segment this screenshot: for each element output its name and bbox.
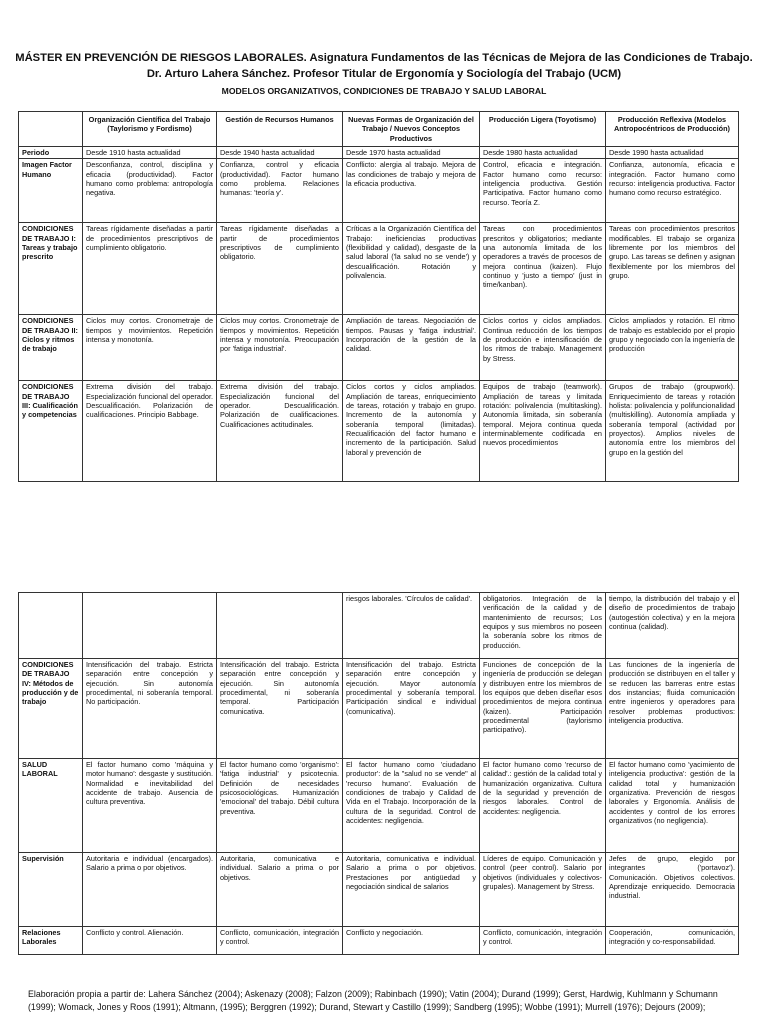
table-cell xyxy=(83,593,217,659)
table-cell: Críticas a la Organización Científica del Trabajo: ineficiencias productivas (flexibilidad y calidad), desgaste de la salud laboral ('la salud no se vende') y descualificación. Rotación y polivalencia. xyxy=(343,223,480,315)
row-label xyxy=(19,381,83,482)
table-cell xyxy=(343,381,480,482)
table-cell xyxy=(480,381,606,482)
column-header: Producción Ligera (Toyotismo) xyxy=(480,112,606,147)
table-cell: El factor humano como 'máquina y motor humano': desgaste y sustitución. Normalidad e inevitabilidad del accidente de trabajo. Ausencia de cultura preventiva. xyxy=(83,759,217,853)
table-cell: riesgos laborales. 'Círculos de calidad'. xyxy=(343,593,480,659)
table-cell: El factor humano como 'recurso de calidad'.: gestión de la calidad total y humanización organizativa. Cultura de la seguridad y prevención de riesgos laborales. Control de accidentes: negligencia. xyxy=(480,759,606,853)
table-cell: El factor humano como 'organismo': 'fatiga industrial' y psicotecnia. Definición de necesidades psicosociológicas. Humanización 'emocional' del trabajo. Débil cultura preventiva. xyxy=(217,759,343,853)
row-label: SALUD LABORAL xyxy=(19,759,83,853)
table-row xyxy=(19,593,739,659)
table-cell: Desconfianza, control, disciplina y eficacia (productividad). Factor humano como problema: antropología negativa. xyxy=(83,159,217,223)
table-row xyxy=(19,759,739,853)
table-row xyxy=(19,659,739,759)
column-header: Organización Científica del Trabajo (Taylorismo y Fordismo) xyxy=(83,112,217,147)
table-row xyxy=(19,146,739,158)
column-header xyxy=(19,112,83,147)
table-header-row xyxy=(19,112,739,147)
table-cell: Jefes de grupo, elegido por integrantes ('portavoz'). Comunicación. Objetivos colectivos. Aprendizaje enriquecido. Democracia industrial. xyxy=(606,853,739,927)
row-label: CONDICIONES DE TRABAJO I: Tareas y trabajo prescrito xyxy=(19,223,83,315)
column-header: Gestión de Recursos Humanos xyxy=(217,112,343,147)
row-label: Periodo xyxy=(19,146,83,158)
row-label xyxy=(19,593,83,659)
table-cell: Confianza, autonomía, eficacia e integración. Factor humano como recurso: inteligencia productiva. Factor humano como recurso estratégico. xyxy=(606,159,739,223)
table-cell: Conflicto y control. Alienación. xyxy=(83,927,217,955)
document-author: Dr. Arturo Lahera Sánchez. Profesor Titular de Ergonomía y Sociología del Trabajo (UCM) xyxy=(146,68,622,80)
table-cell: Tareas con procedimientos prescritos modificables. El trabajo se organiza libremente por los miembros del grupo. Las tareas se definen y asignan flexiblemente por los miembros del grupo. xyxy=(606,223,739,315)
table-cell: Conflicto y negociación. xyxy=(343,927,480,955)
table-cell: Desde 1910 hasta actualidad xyxy=(83,146,217,158)
table-row xyxy=(19,315,739,381)
table-cell: Confianza, control y eficacia (productividad). Factor humano como problema. Relaciones humanas: 'teoría y'. xyxy=(217,159,343,223)
table-cell: Ampliación de tareas. Negociación de tiempos. Pausas y 'fatiga industrial'. Incorporación de la gestión de la calidad. xyxy=(343,315,480,381)
table-cell: Conflicto, comunicación, integración y control. xyxy=(480,927,606,955)
table-cell: Las funciones de la ingeniería de producción se distribuyen en el taller y se reducen las barreras entre estas dos instancias; fluida comunicación entre ingenieros y operadores para resolver problemas productivos: inteligencia productiva. xyxy=(606,659,739,759)
table-cell: tiempo, la distribución del trabajo y el diseño de procedimientos de trabajo (autogestión colectiva) y en la mejora continua (calidad). xyxy=(606,593,739,659)
table-cell: El factor humano como 'ciudadano productor': de la "salud no se vende" al 'recurso humano'. Evaluación de condiciones de trabajo y Calidad de Vida en el Trabajo. Incorporación de la cultura de la seguridad. Control de accidentes: negligencia. xyxy=(343,759,480,853)
table-row xyxy=(19,927,739,955)
table-cell: Autoritaria, comunicativa e individual. Salario a prima o por objetivos. Prestaciones por antigüedad y negociación sindical de salarios xyxy=(343,853,480,927)
table-cell: Autoritaria e individual (encargados). Salario a prima o por objetivos. xyxy=(83,853,217,927)
table-cell: Ciclos cortos y ciclos ampliados. Continua reducción de los tiempos de producción e intensificación de los ritmos de trabajo. Management by Stress. xyxy=(480,315,606,381)
table-cell: Intensificación del trabajo. Estricta separación entre concepción y ejecución. Sin autonomía procedimental, ni soberanía temporal. No participación. xyxy=(83,659,217,759)
table-cell: obligatorios. Integración de la verificación de la calidad y de mantenimiento de recursos; Los equipos y sus miembros no poseen la soberanía sobre los ritmos de producción. xyxy=(480,593,606,659)
table-cell: El factor humano como 'yacimiento de inteligencia productiva': gestión de la calidad total y humanización organizativa. Prevención de riesgos laborales y Ergonomía. Análisis de accidentes y control de los errores organizativos (no negligencia). xyxy=(606,759,739,853)
row-label: Supervisión xyxy=(19,853,83,927)
table-cell: Funciones de concepción de la ingeniería de producción se delegan y distribuyen entre los miembros de los equipos que deben diseñar esos procedimientos de mejora continua (kaizen). Participación procedimental (taylorismo participativo). xyxy=(480,659,606,759)
row-label: Imagen Factor Humano xyxy=(19,159,83,223)
table-cell xyxy=(83,381,217,482)
table-cell: Tareas rígidamente diseñadas a partir de procedimientos prescriptivos de cumplimiento obligatorio. xyxy=(83,223,217,315)
table-cell: Conflicto, comunicación, integración y control. xyxy=(217,927,343,955)
references-footnote: Elaboración propia a partir de: Lahera Sánchez (2004); Askenazy (2008); Falzon (2009); Rabinbach (1990); Vatin (2004); Durand (1999); Gerst, Hardwig, Kuhlmann y Schumann (1999); Womack, Jones y Roos (1991); Altmann, (1995); Berggren (1992); Durand, Stewart y Castillo (1999); Sandberg (1995); Wobbe (1991); Murrell (1976); Dejours (2009); xyxy=(28,989,718,1013)
table-cell: Desde 1970 hasta actualidad xyxy=(343,146,480,158)
table-cell: Conflicto: alergia al trabajo. Mejora de las condiciones de trabajo y mejora de la eficacia productiva. xyxy=(343,159,480,223)
row-label: CONDICIONES DE TRABAJO II: Ciclos y ritmos de trabajo xyxy=(19,315,83,381)
document-title: MÁSTER EN PREVENCIÓN DE RIESGOS LABORALES. Asignatura Fundamentos de las Técnicas de Mejora de las Condiciones de Trabajo. xyxy=(15,52,753,64)
table-cell xyxy=(606,381,739,482)
table-row xyxy=(19,159,739,223)
cell-content: Ciclos cortos y ciclos ampliados. Ampliación de tareas, enriquecimiento de tareas, rotación y trabajo en grupo. Incremento de la autonomía y soberanía temporal (limitadas). Recualificación del factor humano e incremento de la participación. Salud laboral y prevención de xyxy=(346,382,476,457)
table-cell: Control, eficacia e integración. Factor humano como recurso: inteligencia productiva. Gestión Participativa. Factor humano como recurso. Teoría Z. xyxy=(480,159,606,223)
column-header: Nuevas Formas de Organización del Trabajo / Nuevos Conceptos Productivos xyxy=(343,112,480,147)
table-cell xyxy=(217,381,343,482)
table-cell: Líderes de equipo. Comunicación y control (peer control). Salario por objetivos (individuales y colectivos-grupales). Management by Stress. xyxy=(480,853,606,927)
table-row xyxy=(19,223,739,315)
table-cell: Desde 1980 hasta actualidad xyxy=(480,146,606,158)
table-cell: Ciclos muy cortos. Cronometraje de tiempos y movimientos. Repetición intensa y monotonía. xyxy=(83,315,217,381)
table-cell xyxy=(217,593,343,659)
table-cell: Tareas rígidamente diseñadas a partir de procedimientos prescriptivos de cumplimiento obligatorio. xyxy=(217,223,343,315)
table-row xyxy=(19,381,739,482)
models-table-page2 xyxy=(18,592,739,955)
table-cell: Intensificación del trabajo. Estricta separación entre concepción y ejecución. Mayor autonomía procedimental y soberanía temporal. Participación sindical e individual (comunicativa). xyxy=(343,659,480,759)
cell-content: CONDICIONES DE TRABAJO III: Cualificación y competencias xyxy=(22,382,78,420)
cell-content: Grupos de trabajo (groupwork). Enriquecimiento de tareas y rotación holista: polivalencia y polifuncionalidad (multiskilling). Autonomía ampliada y soberanía temporal (actividad por proyectos). Amplios niveles de autonomía entre los miembros del grupo en la gestión del xyxy=(609,382,735,457)
document-subtitle: MODELOS ORGANIZATIVOS, CONDICIONES DE TRABAJO Y SALUD LABORAL xyxy=(221,86,547,96)
table-cell: Desde 1940 hasta actualidad xyxy=(217,146,343,158)
row-label: CONDICIONES DE TRABAJO IV: Métodos de producción y de trabajo xyxy=(19,659,83,759)
row-label: Relaciones Laborales xyxy=(19,927,83,955)
column-header: Producción Reflexiva (Modelos Antropocéntricos de Producción) xyxy=(606,112,739,147)
table-cell: Desde 1990 hasta actualidad xyxy=(606,146,739,158)
table-row xyxy=(19,853,739,927)
cell-content: Equipos de trabajo (teamwork). Ampliación de tareas y limitada rotación: polivalencia (multitasking). Autonomía limitada, sin soberanía temporal. Mejora continua queda interminablemente codificada en nuevos procedimientos xyxy=(483,382,602,448)
table-cell: Intensificación del trabajo. Estricta separación entre concepción y ejecución. Sin autonomía procedimental, ni soberanía temporal. Participación comunicativa. xyxy=(217,659,343,759)
table-cell: Tareas con procedimientos prescritos y obligatorios; mediante una autonomía limitada de los operadores a través de procesos de mejora continua (kaizen). Flujo continuo y 'justo a tiempo' (just in time/kanban). xyxy=(480,223,606,315)
table-cell: Ciclos muy cortos. Cronometraje de tiempos y movimientos. Repetición intensa y monotonía. Preocupación por 'fatiga industrial'. xyxy=(217,315,343,381)
models-table-page1 xyxy=(18,111,739,482)
table-cell: Autoritaria, comunicativa e individual. Salario a prima o por objetivos. xyxy=(217,853,343,927)
table-cell: Cooperación, comunicación, integración y co-responsabilidad. xyxy=(606,927,739,955)
cell-content: Extrema división del trabajo. Especialización funcional del operador. Descualificación. Polarización de cualificaciones. Cualificaciones actitudinales. xyxy=(220,382,339,429)
table-cell: Ciclos ampliados y rotación. El ritmo de trabajo es establecido por el propio grupo y negociado con la ingeniería de producción xyxy=(606,315,739,381)
cell-content: Extrema división del trabajo. Especialización funcional del operador. Descualificación. Polarización de cualificaciones. Principio Babbage. xyxy=(86,382,213,420)
